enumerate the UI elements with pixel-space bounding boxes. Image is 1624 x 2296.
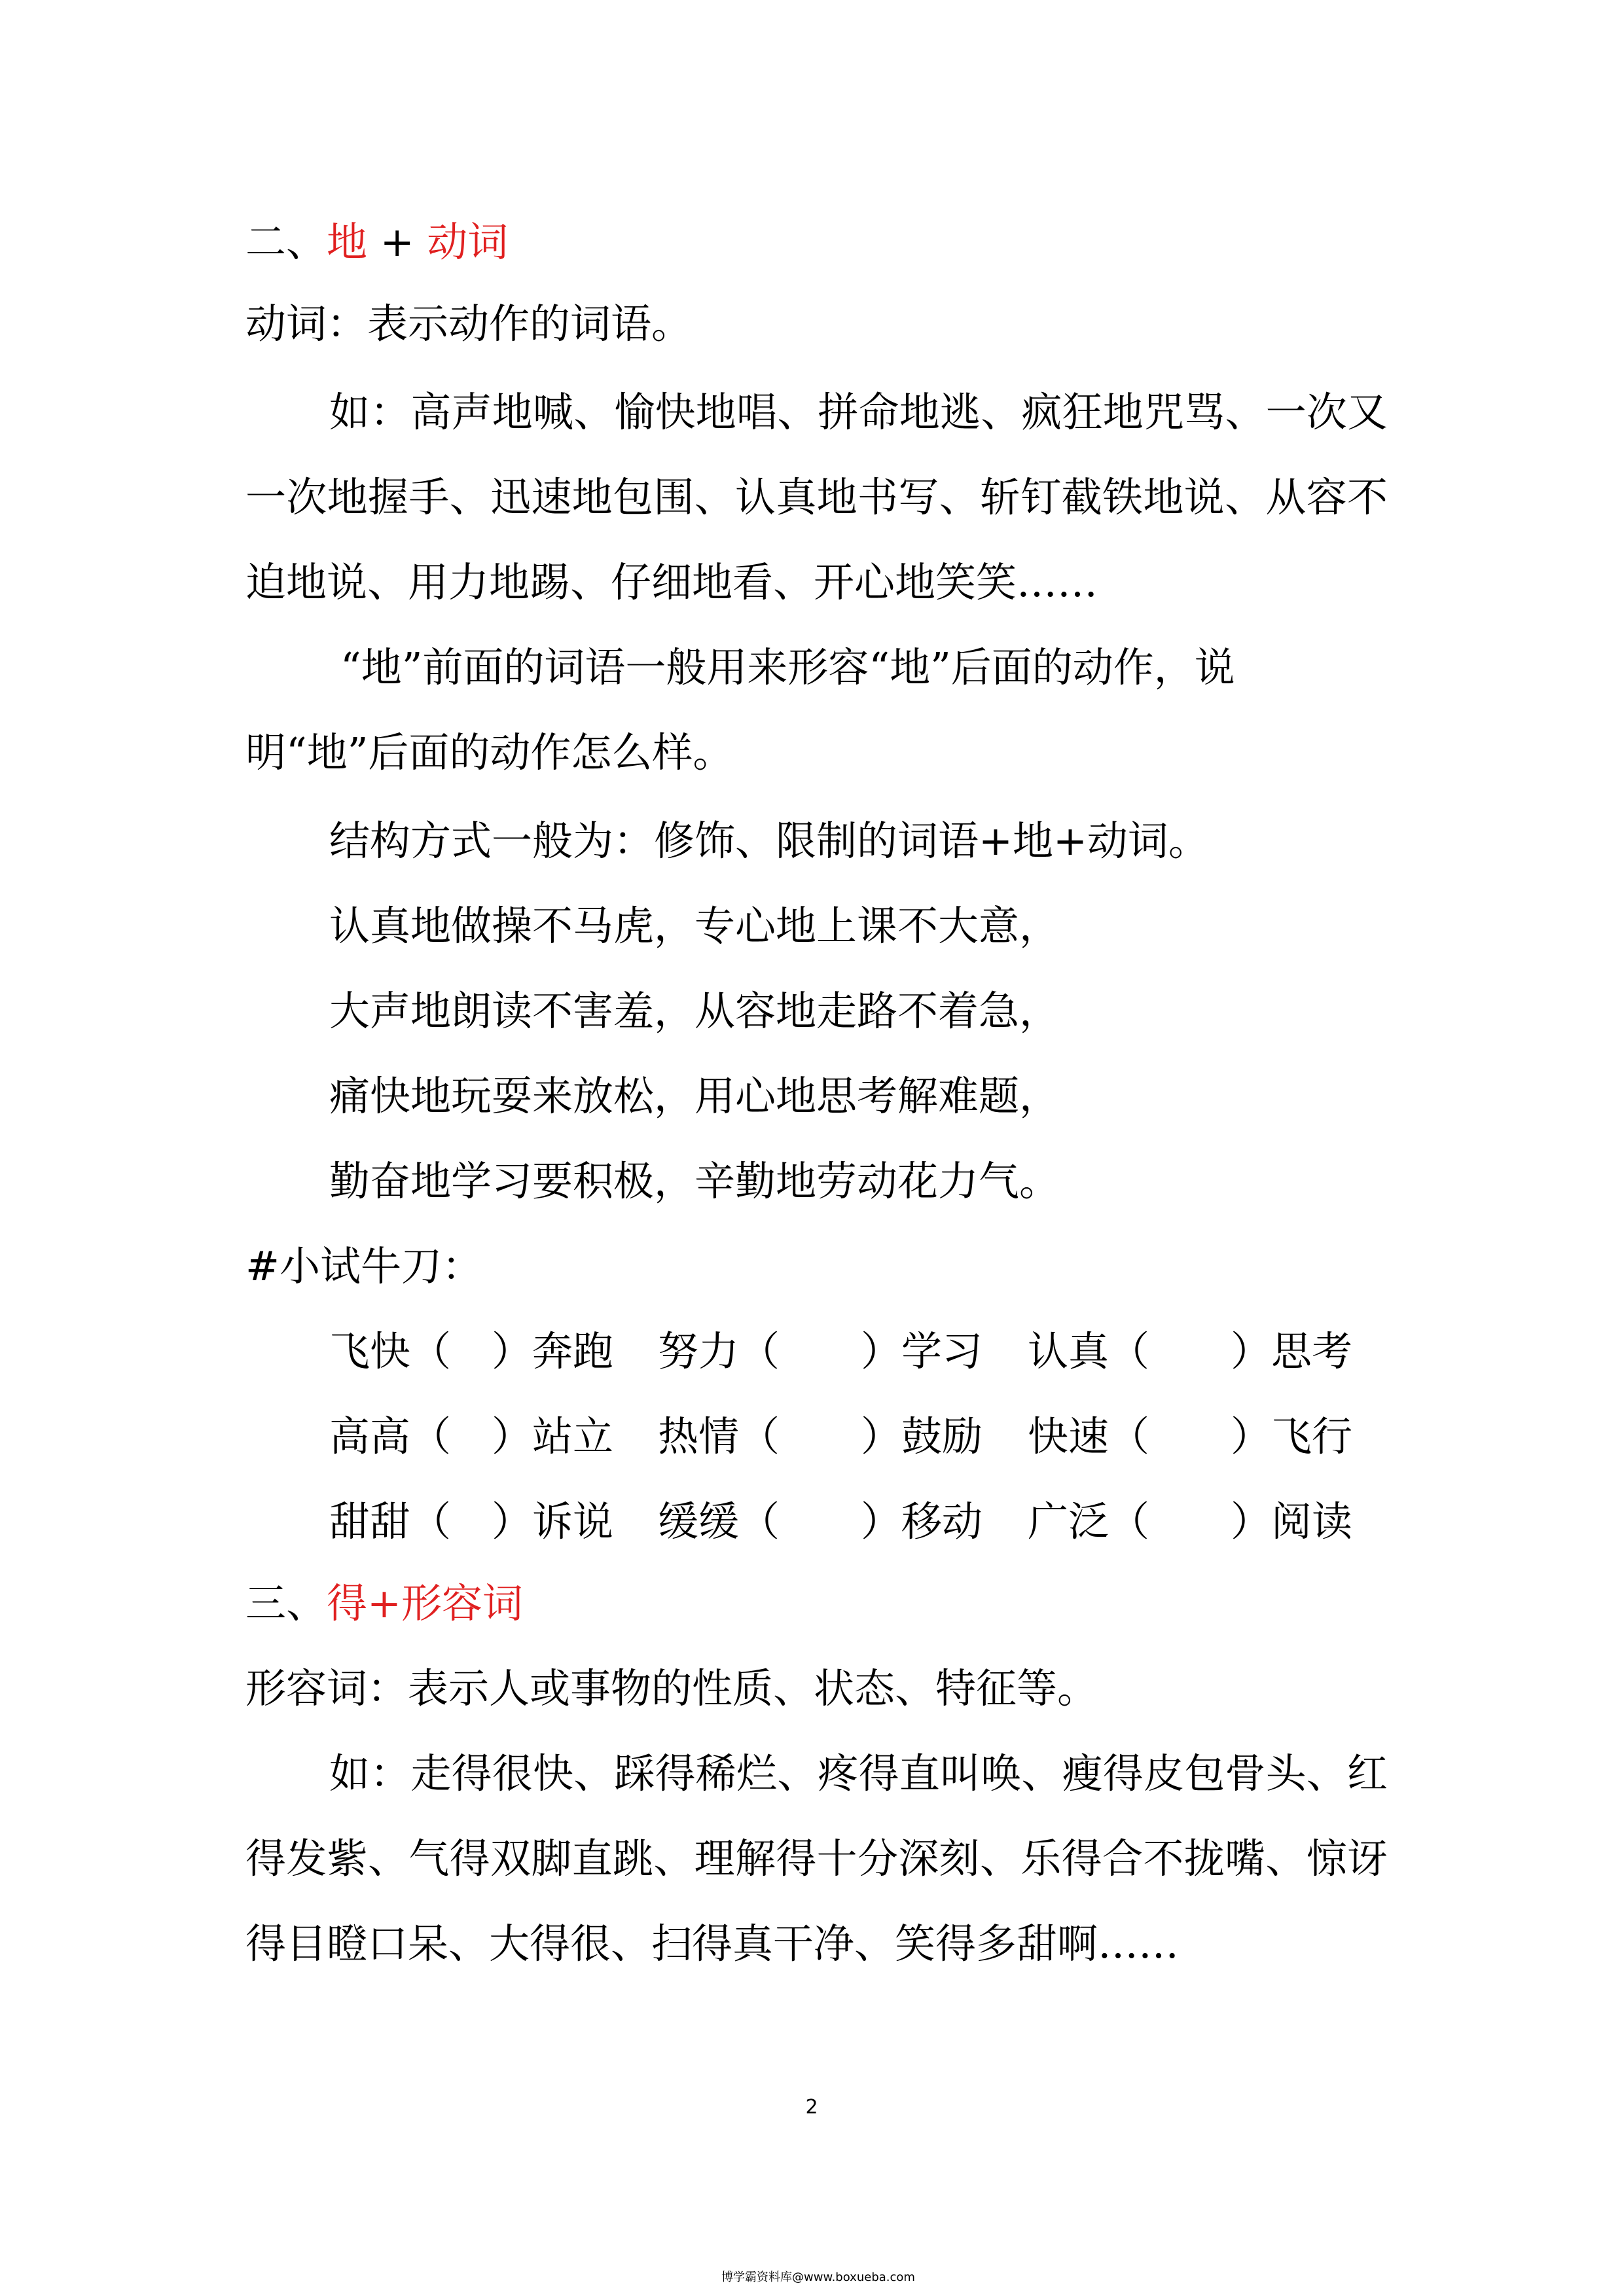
heading-prefix: 三、 [245,1579,327,1627]
heading-plus: + [367,218,427,266]
heading-pos-verb: 动词 [427,218,509,266]
heading-pos-adjective: 形容词 [401,1579,523,1627]
adjective-definition: 形容词：表示人或事物的性质、状态、特征等。 [245,1664,1098,1712]
heading-word-de: 得 [327,1579,368,1627]
exercise-item: 缓缓（ ）移动 [658,1498,983,1545]
page-number: 2 [805,2096,818,2119]
heading-prefix: 二、 [245,218,327,266]
exercise-item: 高高（ ）站立 [329,1412,614,1460]
adjective-examples-paragraph: 如：走得很快、踩得稀烂、疼得直叫唤、瘦得皮包骨头、红得发紫、气得双脚直跳、理解得十分深刻、乐得合不拢嘴、惊讶得目瞪口呆、大得很、扫得真干净、笑得多甜啊…… [245,1749,1388,1967]
exercise-item: 快速（ ）飞行 [1028,1412,1353,1460]
exercise-item: 努力（ ）学习 [658,1327,983,1375]
section-heading-de [245,1577,1398,1630]
exercise-item: 热情（ ）鼓励 [658,1412,983,1460]
exercise-item: 广泛（ ）阅读 [1028,1498,1353,1545]
exercise-title: #小试牛刀： [245,1242,482,1290]
exercise-item: 飞快（ ）奔跑 [329,1327,614,1375]
rhyme-line-1: 认真地做操不马虎，专心地上课不大意， [329,902,1060,950]
heading-word-di: 地 [327,218,368,266]
exercise-item: 认真（ ）思考 [1028,1327,1353,1375]
verb-definition: 动词：表示动作的词语。 [245,300,693,348]
footer-watermark: 博学霸资料库@www.boxueba.com [721,2270,915,2284]
section-heading-di [245,216,1398,268]
rhyme-line-3: 痛快地玩耍来放松，用心地思考解难题， [329,1072,1060,1120]
rhyme-line-2: 大声地朗读不害羞，从容地走路不着急， [329,987,1060,1035]
exercise-item: 甜甜（ ）诉说 [329,1498,614,1545]
heading-plus: + [367,1579,401,1627]
di-explanation-paragraph: “地”前面的词语一般用来形容“地”后面的动作，说明“地”后面的动作怎么样。 [245,643,1235,776]
structure-note: 结构方式一般为：修饰、限制的词语+地+动词。 [329,817,1209,865]
rhyme-line-4: 勤奋地学习要积极，辛勤地劳动花力气。 [329,1157,1060,1205]
verb-examples-paragraph: 如：高声地喊、愉快地唱、拼命地逃、疯狂地咒骂、一次又一次地握手、迅速地包围、认真地书写、斩钉截铁地说、从容不迫地说、用力地踢、仔细地看、开心地笑笑…… [245,388,1388,606]
